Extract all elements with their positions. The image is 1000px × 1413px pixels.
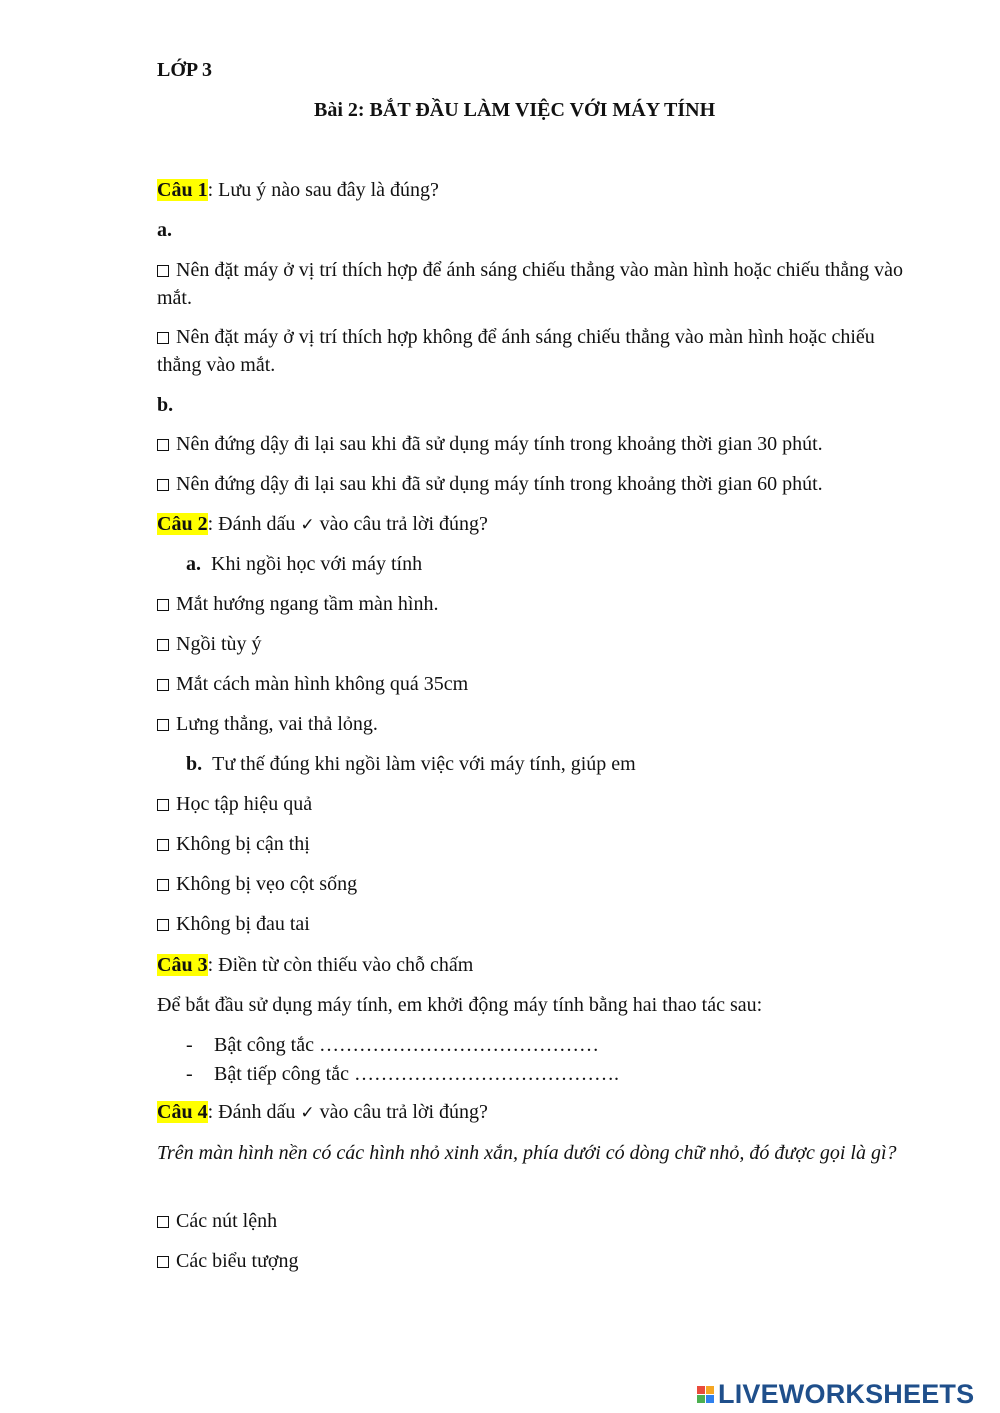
- q1-a-option-2: [157, 323, 917, 379]
- fill-blank-text[interactable]: Bật công tắc ……………………………………: [214, 1034, 599, 1056]
- part-label: a.: [186, 553, 201, 575]
- option-text: Ngồi tùy ý: [176, 633, 262, 655]
- question-3-label: Câu 3: [157, 954, 208, 976]
- checkbox[interactable]: [157, 1256, 169, 1268]
- option-text: Học tập hiệu quả: [176, 793, 313, 815]
- option-text: Các biểu tượng: [176, 1250, 299, 1272]
- option-text: Nên đứng dậy đi lại sau khi đã sử dụng máy tính trong khoảng thời gian 30 phút.: [176, 433, 823, 455]
- q2-part-b: [186, 750, 636, 778]
- checkbox[interactable]: [157, 479, 169, 491]
- question-2: [157, 510, 488, 539]
- q4-option-1: [157, 1207, 277, 1235]
- question-1-label: Câu 1: [157, 179, 208, 201]
- question-3-text: : Điền từ còn thiếu vào chỗ chấm: [207, 954, 474, 976]
- option-text: Không bị đau tai: [176, 913, 310, 935]
- question-3: [157, 951, 473, 979]
- question-4: [157, 1098, 488, 1127]
- question-4-text-post: vào câu trả lời đúng?: [314, 1101, 488, 1123]
- option-text: Nên đứng dậy đi lại sau khi đã sử dụng máy tính trong khoảng thời gian 60 phút.: [176, 473, 823, 495]
- q2-a-option-4: [157, 710, 378, 738]
- checkbox[interactable]: [157, 265, 169, 277]
- logo-text: LIVEWORKSHEETS: [718, 1378, 975, 1409]
- question-1-part-a: a.: [157, 219, 172, 241]
- part-text: Khi ngồi học với máy tính: [211, 553, 423, 575]
- q3-item-1: [186, 1031, 599, 1059]
- option-text: Lưng thẳng, vai thả lỏng.: [176, 713, 378, 735]
- question-4-prompt: Trên màn hình nền có các hình nhỏ xinh xắn, phía dưới có dòng chữ nhỏ, đó được gọi là gì?: [157, 1142, 897, 1164]
- question-3-intro: Để bắt đầu sử dụng máy tính, em khởi động máy tính bằng hai thao tác sau:: [157, 994, 763, 1016]
- part-text: Tư thế đúng khi ngồi làm việc với máy tính, giúp em: [212, 753, 636, 775]
- question-4-text-pre: : Đánh dấu: [207, 1101, 301, 1123]
- question-2-text-pre: : Đánh dấu: [207, 513, 301, 535]
- question-4-label: Câu 4: [157, 1101, 208, 1123]
- checkbox[interactable]: [157, 332, 169, 344]
- checkbox[interactable]: [157, 839, 169, 851]
- option-text: Các nút lệnh: [176, 1210, 278, 1232]
- option-text: Mắt cách màn hình không quá 35cm: [176, 673, 469, 695]
- q2-b-option-1: [157, 790, 312, 818]
- grade-label: LỚP 3: [157, 59, 213, 81]
- question-1-part-b: b.: [157, 394, 174, 416]
- checkbox[interactable]: [157, 1216, 169, 1228]
- question-1-text: : Lưu ý nào sau đây là đúng?: [207, 179, 439, 201]
- option-text: Không bị vẹo cột sống: [176, 873, 358, 895]
- q2-part-a: [186, 550, 422, 578]
- q2-a-option-3: [157, 670, 468, 698]
- question-2-label: Câu 2: [157, 513, 208, 535]
- q2-a-option-1: [157, 590, 439, 618]
- q1-a-option-1: [157, 256, 917, 312]
- logo-tiles-icon: [697, 1386, 714, 1403]
- option-text: Nên đặt máy ở vị trí thích hợp để ánh sáng chiếu thẳng vào màn hình hoặc chiếu thẳng vào mắt.: [157, 259, 904, 309]
- checkmark-icon: ✓: [300, 1103, 315, 1123]
- q2-a-option-2: [157, 630, 262, 658]
- option-text: Nên đặt máy ở vị trí thích hợp không để ánh sáng chiếu thẳng vào màn hình hoặc chiếu thẳng vào mắt.: [157, 326, 875, 376]
- checkbox[interactable]: [157, 679, 169, 691]
- option-text: Mắt hướng ngang tầm màn hình.: [176, 593, 439, 615]
- q2-b-option-2: [157, 830, 310, 858]
- page-title: Bài 2: BẮT ĐẦU LÀM VIỆC VỚI MÁY TÍNH: [314, 99, 716, 121]
- option-text: Không bị cận thị: [176, 833, 310, 855]
- checkmark-icon: ✓: [300, 515, 315, 535]
- checkbox[interactable]: [157, 799, 169, 811]
- checkbox[interactable]: [157, 639, 169, 651]
- question-1: [157, 176, 439, 204]
- question-2-text-post: vào câu trả lời đúng?: [314, 513, 488, 535]
- q1-b-option-1: [157, 430, 823, 458]
- q4-option-2: [157, 1247, 299, 1275]
- q2-b-option-4: [157, 910, 310, 938]
- checkbox[interactable]: [157, 599, 169, 611]
- dash: -: [186, 1034, 193, 1056]
- part-label: b.: [186, 753, 203, 775]
- checkbox[interactable]: [157, 439, 169, 451]
- q3-item-2: [186, 1060, 619, 1088]
- checkbox[interactable]: [157, 719, 169, 731]
- liveworksheets-logo: [697, 1379, 974, 1409]
- q1-b-option-2: [157, 470, 823, 498]
- checkbox[interactable]: [157, 879, 169, 891]
- dash: -: [186, 1063, 193, 1085]
- checkbox[interactable]: [157, 919, 169, 931]
- q2-b-option-3: [157, 870, 357, 898]
- fill-blank-text[interactable]: Bật tiếp công tắc ………………………………….: [214, 1063, 619, 1085]
